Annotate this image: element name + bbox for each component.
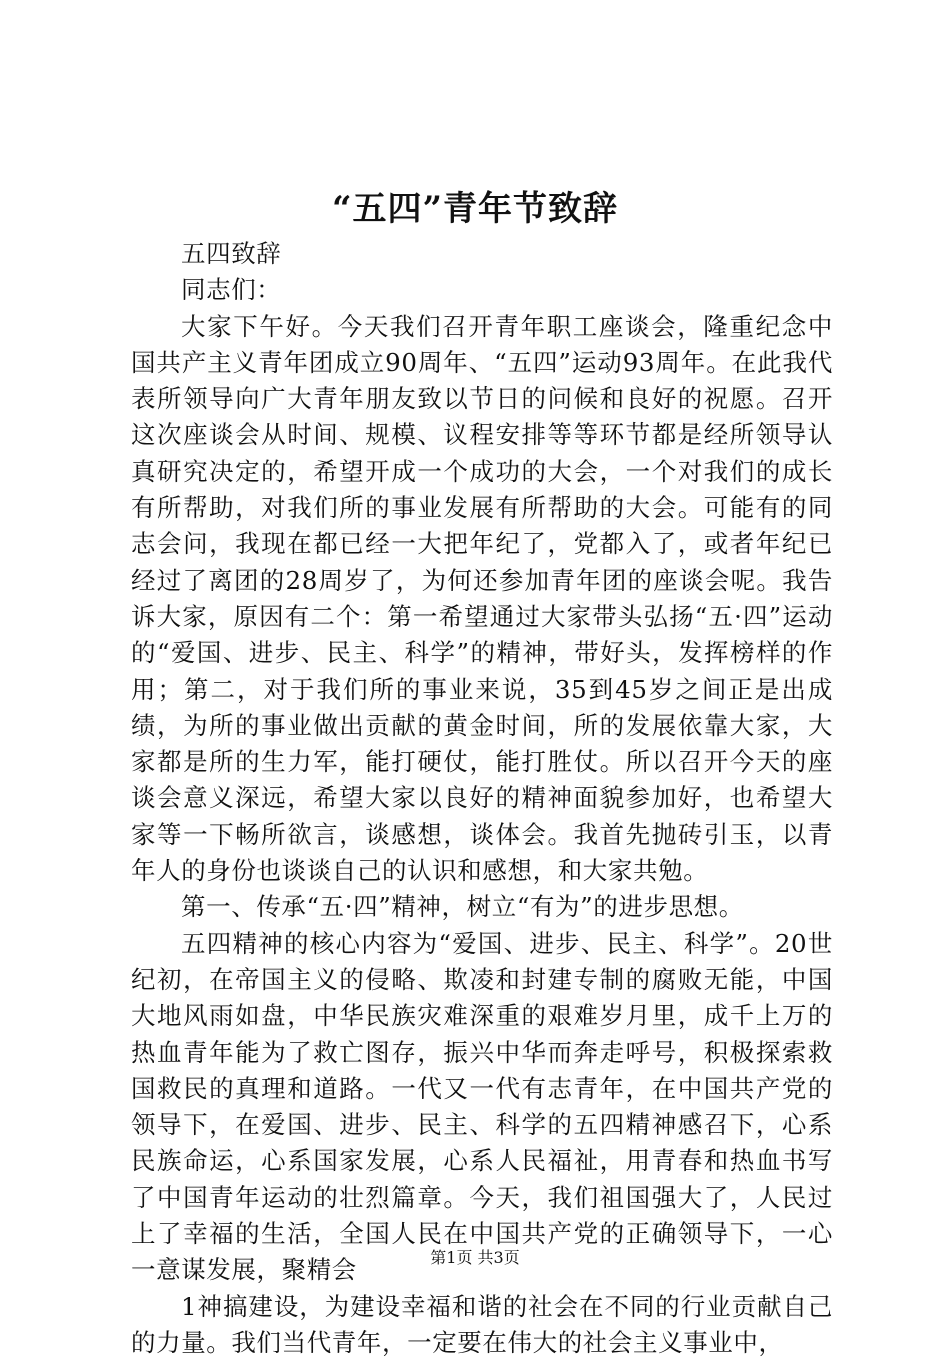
paragraph-continuation: 1神搞建设，为建设幸福和谐的社会在不同的行业贡献自己的力量。我们当代青年，一定要在伟大的社会主义事业中， (131, 1291, 833, 1357)
paragraph-opening: 大家下午好。今天我们召开青年职工座谈会，隆重纪念中国共产主义青年团成立90周年、“五四”运动93周年。在此我代表所领导向广大青年朋友致以节日的问候和良好的祝愿。召开这次座谈会从时间、规模、议程安排等等环节都是经所领导认真研究决定的，希望开成一个成功的大会，一个对我们的成长有所帮助，对我们所的事业发展有所帮助的大会。可能有的同志会问，我现在都已经一大把年纪了，党都入了，或者年纪已经过了离团的28周岁了，为何还参加青年团的座谈会呢。我告诉大家，原因有二个：第一希望通过大家带头弘扬“五·四”运动的“爱国、进步、民主、科学”的精神，带好头，发挥榜样的作用；第二，对于我们所的事业来说，35到45岁之间正是出成绩，为所的事业做出贡献的黄金时间，所的发展依靠大家，大家都是所的生力军，能打硬仗，能打胜仗。所以召开今天的座谈会意义深远，希望大家以良好的精神面貌参加好，也希望大家等一下畅所欲言，谈感想，谈体会。我首先抛砖引玉，以青年人的身份也谈谈自己的认识和感想，和大家共勉。 (131, 311, 833, 886)
page-footer: 第1页 共3页 (430, 1248, 520, 1267)
paragraph-heading: 五四致辞 (181, 239, 282, 268)
paragraph-may-fourth-spirit: 五四精神的核心内容为“爱国、进步、民主、科学”。20世纪初，在帝国主义的侵略、欺凌和封建专制的腐败无能，中国大地风雨如盘，中华民族灾难深重的艰难岁月里，成千上万的热血青年能为了救亡图存，振兴中华而奔走呼号，积极探索救国救民的真理和道路。一代又一代有志青年，在中国共产党的领导下，在爱国、进步、民主、科学的五四精神感召下，心系民族命运，心系国家发展，心系人民福祉，用青春和热血书写了中国青年运动的壮烈篇章。今天，我们祖国强大了，人民过上了幸福的生活，全国人民在中国共产党的正确领导下，一心一意谋发展，聚精会 (131, 928, 833, 1285)
document-title: “五四”青年节致辞 (331, 189, 619, 229)
paragraph-salutation: 同志们： (181, 275, 282, 305)
document-body (131, 236, 833, 1361)
paragraph-section-one: 第一、传承“五·四”精神，树立“有为”的进步思想。 (181, 892, 744, 922)
